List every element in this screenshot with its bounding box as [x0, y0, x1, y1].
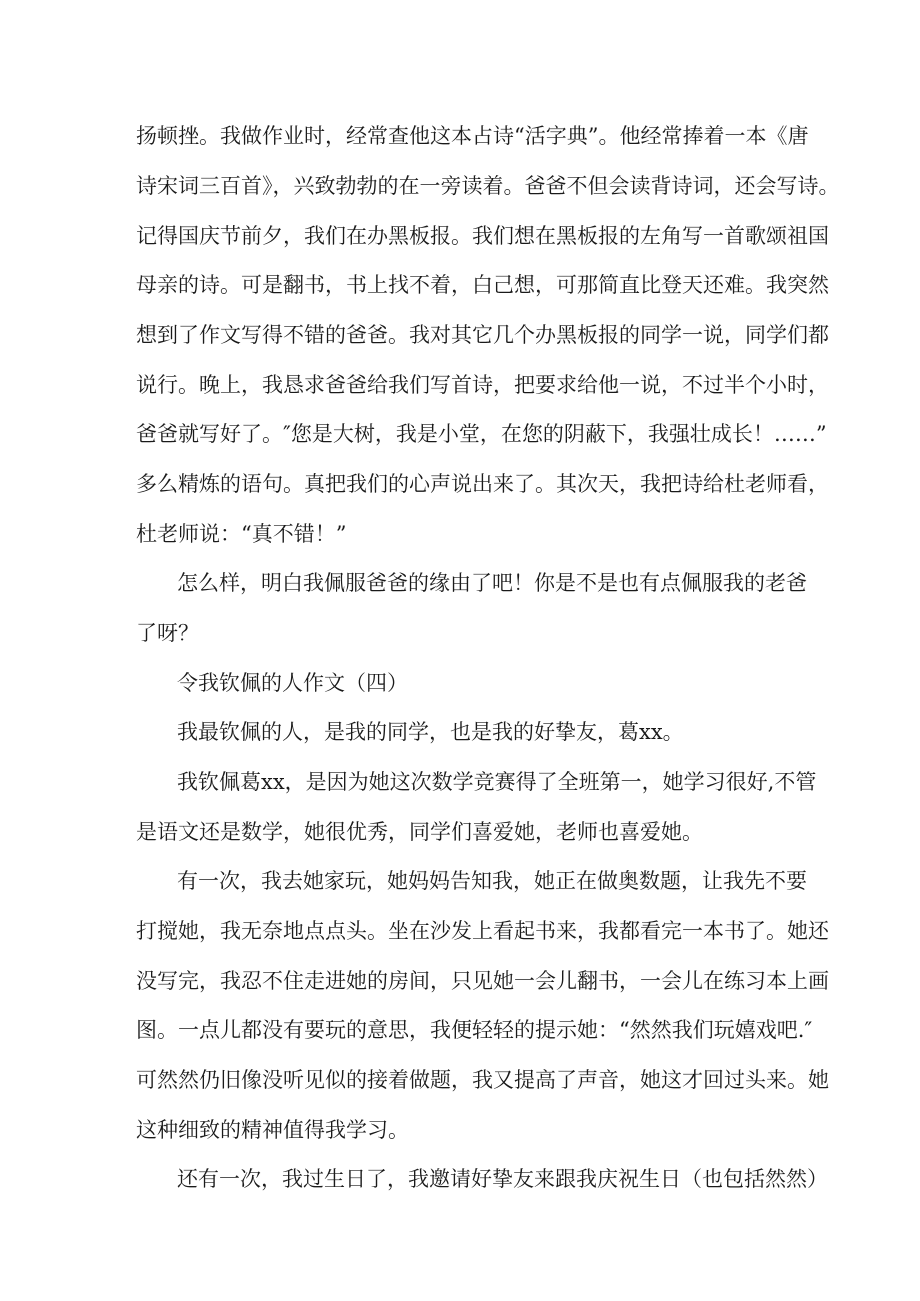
text-line: 没写完，我忍不住走进她的房间，只见她一会儿翻书，一会儿在练习本上画	[136, 969, 829, 993]
text-line: 多么精炼的语句。真把我们的心声说出来了。其次天，我把诗给杜老师看，	[136, 472, 829, 496]
paragraph-first-line: 我最钦佩的人，是我的同学，也是我的好挚友，葛xx。	[177, 720, 684, 744]
text-line: 了呀？	[136, 621, 199, 645]
text-line: 诗宋词三百首》，兴致勃勃的在一旁读着。爸爸不但会读背诗词，还会写诗。	[136, 174, 840, 198]
text-line: 图。一点儿都没有要玩的意思，我便轻轻的提示她：“然然我们玩嬉戏吧.″	[136, 1018, 813, 1042]
paragraph-first-line: 还有一次，我过生日了，我邀请好挚友来跟我庆祝生日（也包括然然）	[177, 1167, 828, 1191]
text-line: 说行。晚上，我恳求爸爸给我们写首诗，把要求给他一说，不过半个小时，	[136, 373, 829, 397]
text-line: 是语文还是数学，她很优秀，同学们喜爱她，老师也喜爱她。	[136, 820, 703, 844]
paragraph-first-line: 我钦佩葛xx，是因为她这次数学竞赛得了全班第一，她学习很好,不管	[177, 770, 817, 794]
text-line: 杜老师说：“真不错！”	[136, 522, 347, 546]
section-heading: 令我钦佩的人作文（四）	[177, 671, 408, 695]
text-line: 想到了作文写得不错的爸爸。我对其它几个办黑板报的同学一说，同学们都	[136, 323, 829, 347]
paragraph-first-line: 有一次，我去她家玩，她妈妈告知我，她正在做奥数题，让我先不要	[177, 869, 807, 893]
text-line: 这种细致的精神值得我学习。	[136, 1118, 409, 1142]
text-line: 可然然仍旧像没听见似的接着做题，我又提高了声音，她这才回过头来。她	[136, 1068, 829, 1092]
text-line: 爸爸就写好了。″您是大树，我是小堂，在您的阴蔽下，我强壮成长！……”	[136, 422, 827, 446]
paragraph-first-line: 怎么样，明白我佩服爸爸的缘由了吧！你是不是也有点佩服我的老爸	[177, 571, 807, 595]
text-line: 扬顿挫。我做作业时，经常查他这本占诗“活字典”。他经常捧着一本《唐	[136, 124, 809, 148]
text-line: 母亲的诗。可是翻书，书上找不着，白己想，可那简直比登天还难。我突然	[136, 273, 829, 297]
text-line: 记得国庆节前夕，我们在办黑板报。我们想在黑板报的左角写一首歌颂祖国	[136, 224, 829, 248]
text-line: 打搅她，我无奈地点点头。坐在沙发上看起书来，我都看完一本书了。她还	[136, 919, 829, 943]
